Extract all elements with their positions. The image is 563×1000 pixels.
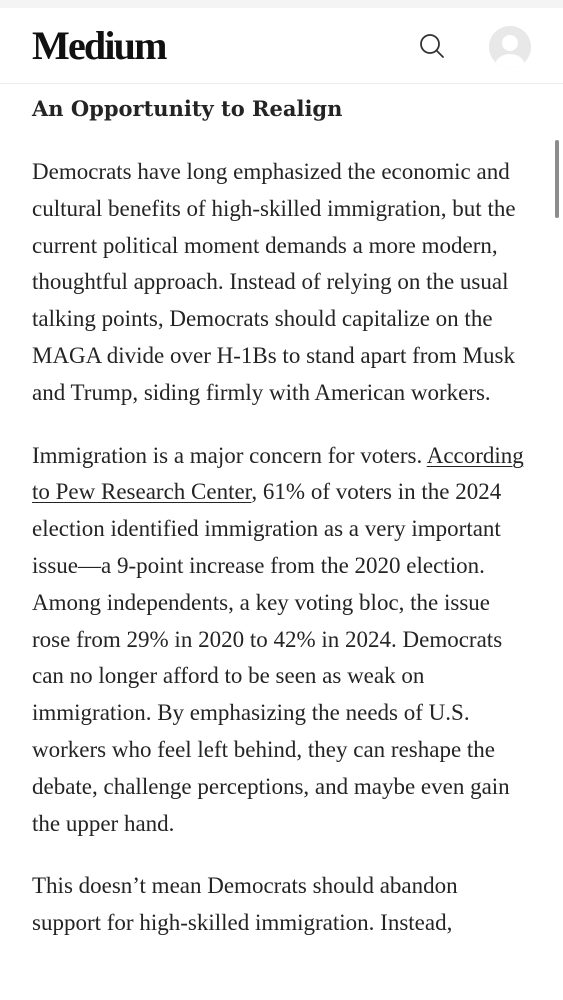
search-button[interactable] xyxy=(416,30,448,62)
pew-research-link[interactable]: According to Pew Research Center xyxy=(32,442,524,505)
search-icon xyxy=(416,30,448,62)
status-strip xyxy=(0,0,563,8)
article-paragraph xyxy=(32,438,532,843)
scrollbar-thumb[interactable] xyxy=(555,140,559,218)
section-subheading: An Opportunity to Realign xyxy=(32,96,343,121)
top-navigation-bar xyxy=(0,8,563,84)
user-avatar-button[interactable] xyxy=(489,26,531,68)
user-avatar-icon xyxy=(489,26,531,68)
article-paragraph: Democrats have long emphasized the economic and cultural benefits of high-skilled immigration, but the current political moment demands a more modern, thoughtful approach. Instead of relying on the usual talking points, Democrats should capitalize on the MAGA divide over H-1Bs to stand apart from Musk and Trump, siding firmly with American workers. xyxy=(32,159,516,405)
article-paragraph: This doesn’t mean Democrats should abandon support for high-skilled immigration. Instead, xyxy=(32,873,458,936)
article-body xyxy=(32,92,532,942)
medium-logo[interactable]: Medium xyxy=(32,23,166,68)
paragraph-text: , 61% of voters in the 2024 election identified immigration as a very important issue—a 9-point increase from the 2020 election. Among independents, a key voting bloc, the issue rose from 29% in 2020 to 42% in 2024. Democrats can no longer afford to be seen as weak on immigration. By emphasizing the needs of U.S. workers who feel left behind, they can reshape the debate, challenge perceptions, and maybe even gain the upper hand. xyxy=(32,479,510,836)
paragraph-text: Immigration is a major concern for voters. xyxy=(32,442,427,468)
